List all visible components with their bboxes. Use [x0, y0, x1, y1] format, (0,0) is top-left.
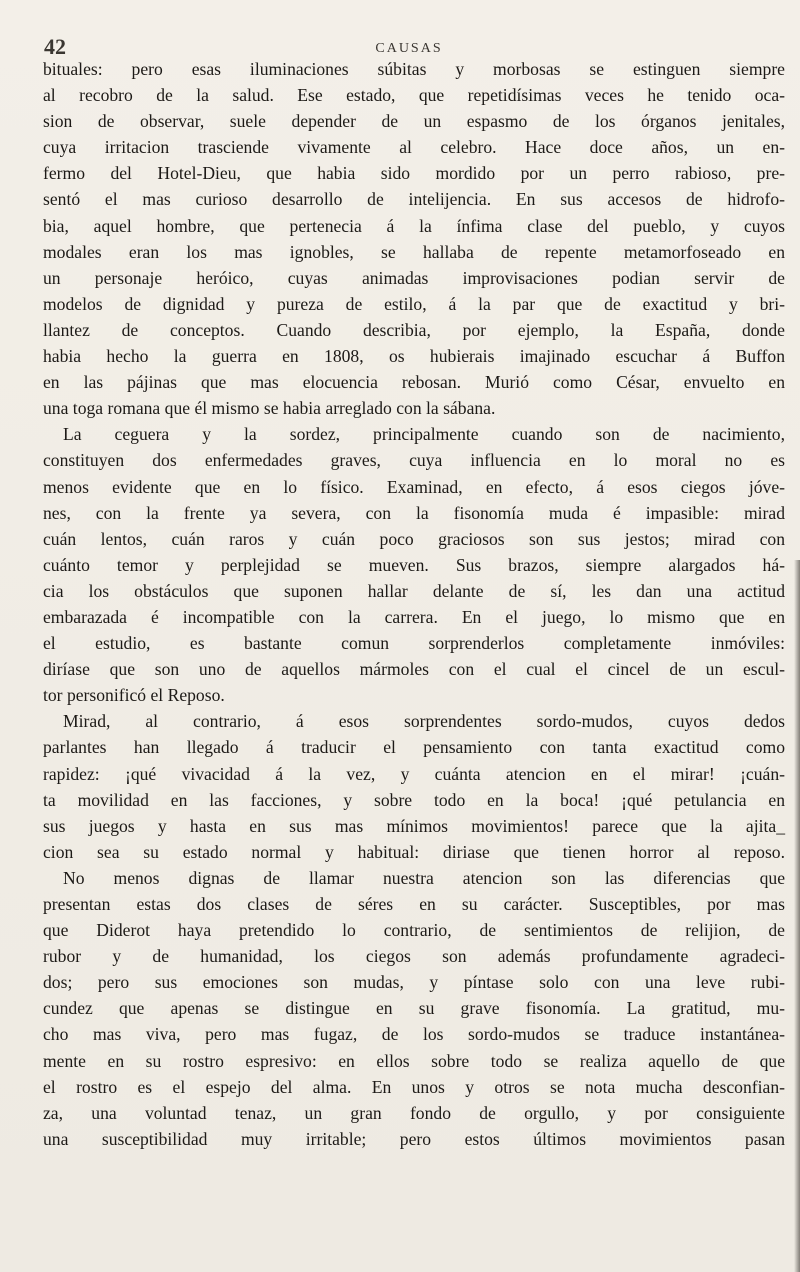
text-line: fermo del Hotel-Dieu, que habia sido mordido por un perro rabioso, pre-: [43, 163, 785, 184]
text-line: nes, con la frente ya severa, con la fisonomía muda é impasible: mirad: [43, 502, 785, 523]
text-line: cho mas viva, pero mas fugaz, de los sordo-mudos se traduce instantánea-: [43, 1024, 785, 1045]
text-line: que Diderot haya pretendido lo contrario, de sentimientos de relijion, de: [43, 920, 785, 941]
text-line: un personaje heróico, cuyas animadas improvisaciones podian servir de: [43, 267, 785, 288]
text-line: sion de observar, suele depender de un espasmo de los órganos jenitales,: [43, 111, 785, 132]
text-line: rubor y de humanidad, los ciegos son además profundamente agradeci-: [43, 946, 785, 967]
text-line: presentan estas dos clases de séres en su carácter. Susceptibles, por mas: [43, 894, 785, 914]
text-line: cion sea su estado normal y habitual: diriase que tienen horror al reposo.: [43, 841, 785, 862]
text-line: dos; pero sus emociones son mudas, y píntase solo con una leve rubi-: [43, 972, 785, 993]
text-line: No menos dignas de llamar nuestra atencion son las diferencias que: [63, 867, 785, 888]
text-line: sus juegos y hasta en sus mas mínimos movimientos! parece que la ajita_: [43, 815, 785, 836]
text-line: constituyen dos enfermedades graves, cuya influencia en lo moral no es: [43, 450, 785, 471]
text-line: embarazada é incompatible con la carrera. En el juego, lo mismo que en: [43, 606, 785, 627]
text-line: al recobro de la salud. Ese estado, que repetidísimas veces he tenido oca-: [43, 85, 785, 106]
text-line: modelos de dignidad y pureza de estilo, á la par que de exactitud y bri-: [43, 293, 785, 314]
text-line: cuya irritacion trasciende vivamente al celebro. Hace doce años, un en-: [43, 137, 785, 158]
text-line: tor personificó el Reposo.: [43, 685, 225, 706]
text-line: parlantes han llegado á traducir el pensamiento con tanta exactitud como: [43, 737, 785, 758]
text-line: bituales: pero esas iluminaciones súbitas y morbosas se estinguen siempre: [43, 59, 785, 79]
text-line: Mirad, al contrario, á esos sorprendentes sordo-mudos, cuyos dedos: [63, 711, 785, 732]
text-line: el estudio, es bastante comun sorprenderlos completamente inmóviles:: [43, 633, 785, 654]
text-line: cia los obstáculos que suponen hallar delante de sí, les dan una actitud: [43, 580, 785, 601]
text-line: ta movilidad en las facciones, y sobre todo en la boca! ¡qué petulancia en: [43, 789, 785, 810]
text-line: cuán lentos, cuán raros y cuán poco graciosos son sus jestos; mirad con: [43, 528, 785, 549]
text-line: za, una voluntad tenaz, un gran fondo de orgullo, y por consiguiente: [43, 1102, 785, 1123]
text-line: una susceptibilidad muy irritable; pero estos últimos movimientos pasan: [43, 1128, 785, 1149]
text-line: el rostro es el espejo del alma. En unos y otros se nota mucha desconfian-: [43, 1076, 785, 1097]
text-line: una toga romana que él mismo se habia arreglado con la sábana.: [43, 398, 496, 419]
text-line: La ceguera y la sordez, principalmente cuando son de nacimiento,: [63, 424, 785, 445]
body-text: [43, 56, 785, 1152]
text-line: llantez de conceptos. Cuando describia, por ejemplo, la España, donde: [43, 319, 785, 340]
page-number: 42: [44, 34, 66, 59]
text-line: bia, aquel hombre, que pertenecia á la ínfima clase del pueblo, y cuyos: [43, 215, 785, 236]
text-line: menos evidente que en lo físico. Examinad, en efecto, á esos ciegos jóve-: [43, 476, 785, 497]
page-edge-shadow: [794, 560, 800, 1272]
text-line: cuánto temor y perplejidad se mueven. Sus brazos, siempre alargados há-: [43, 554, 785, 575]
text-line: rapidez: ¡qué vivacidad á la vez, y cuánta atencion en el mirar! ¡cuán-: [43, 763, 785, 784]
text-line: cundez que apenas se distingue en su grave fisonomía. La gratitud, mu-: [43, 998, 785, 1019]
text-line: mente en su rostro espresivo: en ellos sobre todo se realiza aquello de que: [43, 1050, 785, 1071]
text-line: habia hecho la guerra en 1808, os hubierais imajinado escuchar á Buffon: [43, 346, 785, 367]
text-line: diríase que son uno de aquellos mármoles con el cual el cincel de un escul-: [43, 659, 785, 680]
running-title: CAUSAS: [375, 41, 443, 56]
text-line: en las pájinas que mas elocuencia rebosan. Murió como César, envuelto en: [43, 372, 785, 393]
text-line: modales eran los mas ignobles, se hallaba de repente metamorfoseado en: [43, 241, 785, 262]
text-line: sentó el mas curioso desarrollo de intelijencia. En sus accesos de hidrofo-: [43, 189, 785, 210]
